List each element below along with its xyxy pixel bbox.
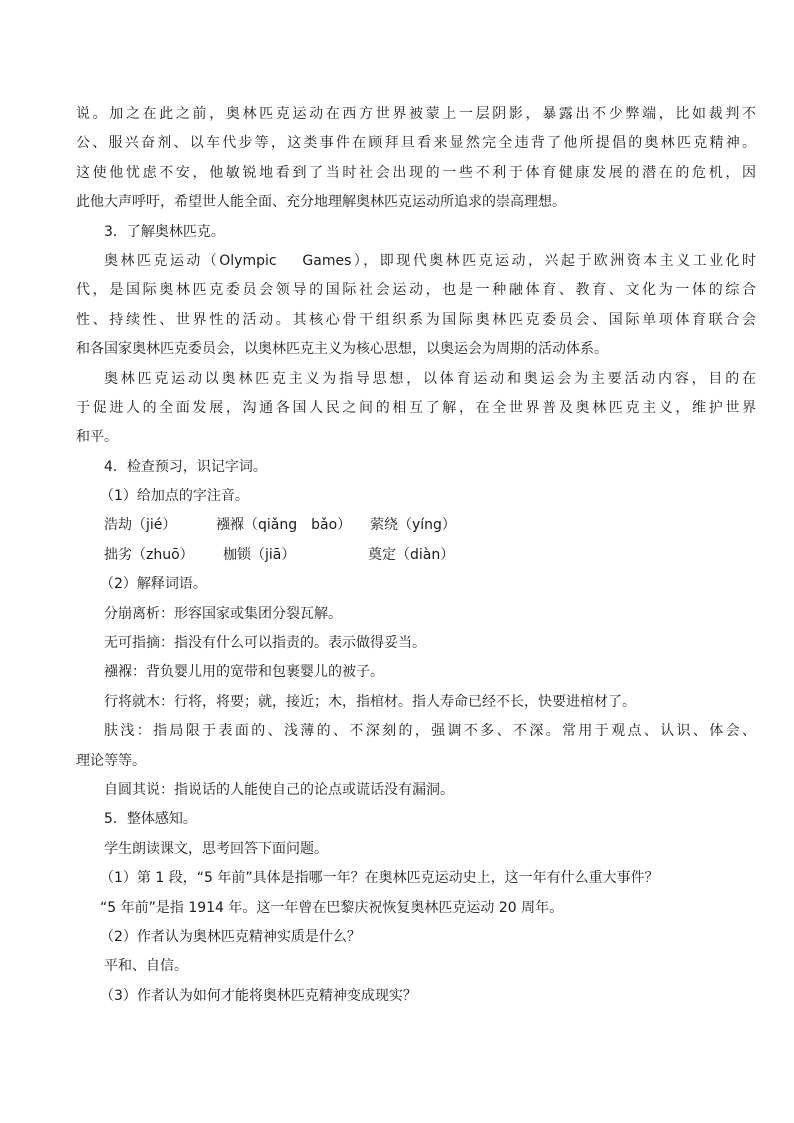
pinyin-row (76, 511, 756, 540)
pinyin-entry: 奠定（diàn） (368, 546, 455, 563)
document-body (76, 100, 756, 1011)
section-heading: 4．检查预习，识记字词。 (104, 458, 267, 475)
pinyin-entry: 拙劣（zhuō） (104, 546, 194, 563)
paragraph-line: 这使他忧虑不安，他敏锐地看到了当时社会出现的一些不利于体育健康发展的潜在的危机，因 (76, 164, 756, 181)
pinyin-entry: 浩劫（jié） (104, 517, 177, 534)
subsection-heading: （1）给加点的字注音。 (100, 488, 249, 505)
paragraph-line: 性、持续性、世界性的活动。其核心骨干组织系为国际奥林匹克委员会、国际单项体育联合会 (76, 311, 756, 328)
definition-line: 分崩离析：形容国家或集团分裂瓦解。 (104, 605, 342, 622)
subsection-heading: （2）解释词语。 (100, 576, 207, 593)
question-line: （2）作者认为奥林匹克精神实质是什么？ (100, 928, 361, 945)
paragraph-line: 于促进人的全面发展，沟通各国人民之间的相互了解，在全世界普及奥林匹克主义，维护世界 (76, 399, 756, 416)
definition-line: 行将就木：行将，将要；就，接近；木，指棺材。指人寿命已经不长，快要进棺材了。 (104, 693, 636, 710)
pinyin-entry: 襁褓（qiǎng bǎo） (216, 517, 352, 534)
question-line: （1）第 1 段，“5 年前”具体是指哪一年？在奥林匹克运动史上，这一年有什么重大事件？ (100, 870, 659, 887)
pinyin-entry: 萦绕（yíng） (370, 517, 456, 534)
question-line: （3）作者认为如何才能将奥林匹克精神变成现实？ (100, 987, 417, 1004)
paragraph-line: 奥林匹克运动（Olympic Games），即现代奥林匹克运动，兴起于欧洲资本主义工业化时 (104, 252, 756, 269)
answer-line: “5 年前”是指 1914 年。这一年曾在巴黎庆祝恢复奥林匹克运动 20 周年。 (100, 899, 564, 916)
paragraph-line: 和各国家奥林匹克委员会，以奥林匹克主义为核心思想，以奥运会为周期的活动体系。 (76, 341, 608, 358)
definition-line: 无可指摘：指没有什么可以指责的。表示做得妥当。 (104, 635, 426, 652)
paragraph-line: 公、服兴奋剂、以车代步等，这类事件在顾拜旦看来显然完全违背了他所提倡的奥林匹克精神。 (76, 135, 756, 152)
paragraph-line: 和平。 (76, 429, 118, 446)
answer-line: 平和、自信。 (104, 958, 188, 975)
pinyin-row (76, 541, 756, 570)
definition-line: 肤浅：指局限于表面的、浅薄的、不深刻的，强调不多、不深。常用于观点、认识、体会、 (104, 723, 756, 740)
definition-line: 自圆其说：指说话的人能使自己的论点或谎话没有漏洞。 (104, 781, 454, 798)
paragraph-line: 代，是国际奥林匹克委员会领导的国际社会运动，也是一种融体育、教育、文化为一体的综合 (76, 282, 756, 299)
section-heading: 5．整体感知。 (104, 811, 197, 828)
definition-line: 理论等等。 (76, 752, 146, 769)
paragraph-line: 此他大声呼吁，希望世人能全面、充分地理解奥林匹克运动所追求的崇高理想。 (76, 194, 566, 211)
section-heading: 3．了解奥林匹克。 (104, 223, 225, 240)
paragraph-line: 说。加之在此之前，奥林匹克运动在西方世界被蒙上一层阴影，暴露出不少弊端，比如裁判不 (76, 106, 756, 122)
paragraph-line: 学生朗读课文，思考回答下面问题。 (104, 840, 328, 857)
definition-line: 襁褓：背负婴儿用的宽带和包裹婴儿的被子。 (104, 664, 384, 681)
paragraph-line: 奥林匹克运动以奥林匹克主义为指导思想，以体育运动和奥运会为主要活动内容，目的在 (104, 370, 756, 387)
pinyin-entry: 枷锁（jiā） (223, 546, 296, 563)
